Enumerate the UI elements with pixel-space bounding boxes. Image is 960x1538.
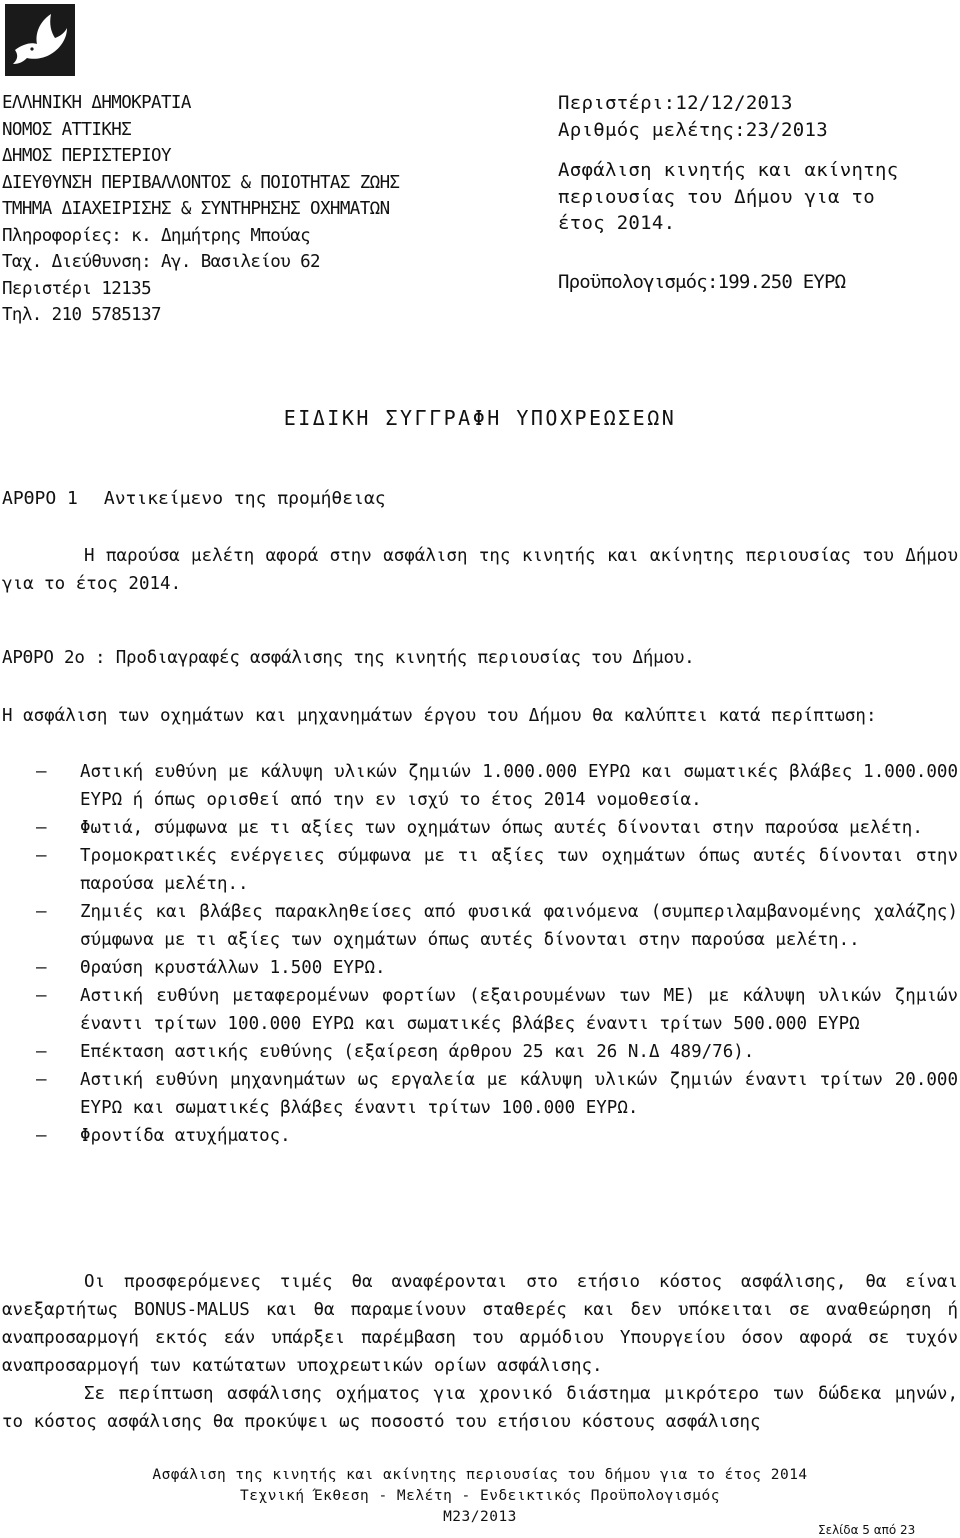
study-info-block	[558, 90, 898, 295]
article-1-heading	[2, 488, 386, 509]
footer-study-code: Μ23/2013	[443, 1509, 517, 1525]
issuer-line: ΝΟΜΟΣ ΑΤΤΙΚΗΣ	[2, 119, 132, 140]
list-item	[2, 898, 958, 954]
pricing-paragraph: Οι προσφερόμενες τιμές θα αναφέρονται στο ετήσιο κόστος ασφάλισης, θα είναι ανεξαρτήτως BONUS-MALUS και θα παραμείνουν σταθερές και δεν υπόκειται σε αναθεώρηση ή αναπροσαρμογή εκτός εάν υπάρξει παρέμβαση του αρμόδιου Υπουργείου όσον αφορά σε τυχόν αναπροσαρμογή των κατώτατων υποχρεωτικών ορίων ασφάλισης.	[2, 1272, 958, 1376]
short-term-paragraph: Σε περίπτωση ασφάλισης οχήματος για χρονικό διάστημα μικρότερο των δώδεκα μηνών, το κόστος ασφάλισης θα προκύψει ως ποσοστό του ετήσιου κόστους ασφάλισης	[2, 1384, 958, 1432]
article-2-heading: ΑΡΘΡΟ 2ο : Προδιαγραφές ασφάλισης της κινητής περιουσίας του Δήμου.	[2, 648, 695, 668]
list-item-text: Αστική ευθύνη μηχανημάτων ως εργαλεία με κάλυψη υλικών ζημιών έναντι τρίτων 20.000 ΕΥΡΩ και σωματικές βλάβες έναντι τρίτων 100.000 ΕΥΡΩ.	[80, 1070, 958, 1118]
bullet-marker: –	[36, 1126, 47, 1146]
list-item	[2, 982, 958, 1038]
page-footer	[0, 1465, 960, 1528]
article-2-closing	[2, 1268, 958, 1436]
study-subject-line: Ασφάλιση κινητής και ακίνητης	[558, 159, 899, 181]
bullet-marker: –	[36, 958, 47, 978]
study-subject-line: περιουσίας του Δήμου για το	[558, 185, 875, 208]
list-item-text: Φωτιά, σύμφωνα με τι αξίες των οχημάτων όπως αυτές δίνονται στην παρούσα μελέτη.	[80, 818, 923, 838]
list-item	[2, 1066, 958, 1122]
list-item-text: Τρομοκρατικές ενέργειες σύμφωνα με τι αξίες των οχημάτων όπως αυτές δίνονται στην παρούσα μελέτη..	[80, 846, 958, 894]
list-item	[2, 1122, 958, 1150]
list-item	[2, 758, 958, 814]
list-item-text: Αστική ευθύνη μεταφερομένων φορτίων (εξαιρουμένων των ΜΕ) με κάλυψη υλικών ζημιών έναντι τρίτων 100.000 ΕΥΡΩ και σωματικές βλάβες έναντι τρίτων 500.000 ΕΥΡΩ	[80, 986, 958, 1034]
list-item-text: Φροντίδα ατυχήματος.	[80, 1126, 291, 1146]
footer-title: Ασφάλιση της κινητής και ακίνητης περιουσίας του δήμου για το έτος 2014	[152, 1467, 808, 1483]
issuer-line: ΕΛΛΗΝΙΚΗ ΔΗΜΟΚΡΑΤΙΑ	[2, 93, 191, 113]
dove-emblem-icon	[5, 4, 75, 76]
bullet-marker: –	[36, 902, 47, 922]
page-number: Σελίδα 5 από 23	[818, 1523, 916, 1537]
article-2-intro: Η ασφάλιση των οχημάτων και μηχανημάτων έργου του Δήμου θα καλύπτει κατά περίπτωση:	[2, 706, 877, 726]
list-item	[2, 842, 958, 898]
bullet-marker: –	[36, 846, 47, 866]
list-item	[2, 954, 958, 982]
bullet-marker: –	[36, 986, 47, 1006]
issuer-block	[2, 90, 399, 329]
issuer-line: Περιστέρι 12135	[2, 278, 152, 299]
study-date: Περιστέρι:12/12/2013	[558, 92, 793, 114]
list-item	[2, 814, 958, 842]
issuer-line: ΔΙΕΥΘΥΝΣΗ ΠΕΡΙΒΑΛΛΟΝΤΟΣ & ΠΟΙΟΤΗΤΑΣ ΖΩΗΣ	[2, 172, 400, 193]
issuer-line: Πληροφορίες: κ. Δημήτρης Μπούας	[2, 225, 311, 246]
coverage-list	[2, 758, 958, 1150]
bullet-marker: –	[36, 1042, 47, 1062]
list-item-text: Θραύση κρυστάλλων 1.500 ΕΥΡΩ.	[80, 958, 386, 978]
issuer-line: Ταχ. Διεύθυνση: Αγ. Βασιλείου 62	[2, 252, 320, 272]
document-title: ΕΙΔΙΚΗ ΣΥΓΓΡΑΦΗ ΥΠΟΧΡΕΩΣΕΩΝ	[283, 406, 677, 430]
footer-subtitle: Τεχνική Έκθεση - Μελέτη - Ενδεικτικός Προϋπολογισμός	[240, 1488, 720, 1504]
article-1-number: ΑΡΘΡΟ 1	[2, 488, 78, 509]
article-1-subject: Αντικείμενο της προμήθειας	[103, 488, 386, 509]
study-number: Αριθμός μελέτης:23/2013	[558, 118, 828, 141]
bullet-marker: –	[36, 1070, 47, 1090]
list-item-text: Ζημιές και βλάβες παρακληθείσες από φυσικά φαινόμενα (συμπεριλαμβανομένης χαλάζης) σύμφωνα με τι αξίες των οχημάτων όπως αυτές δίνονται στην παρούσα μελέτη..	[80, 902, 958, 950]
list-item-text: Επέκταση αστικής ευθύνης (εξαίρεση άρθρου 25 και 26 Ν.Δ 489/76).	[80, 1042, 755, 1062]
bullet-marker: –	[36, 818, 47, 838]
issuer-line: ΤΜΗΜΑ ΔΙΑΧΕΙΡΙΣΗΣ & ΣΥΝΤΗΡΗΣΗΣ ΟΧΗΜΑΤΩΝ	[2, 199, 390, 219]
issuer-line: Τηλ. 210 5785137	[2, 305, 161, 325]
article-1-text: Η παρούσα μελέτη αφορά στην ασφάλιση της κινητής και ακίνητης περιουσίας του Δήμου για το έτος 2014.	[2, 546, 958, 594]
list-item-text: Αστική ευθύνη με κάλυψη υλικών ζημιών 1.000.000 ΕΥΡΩ και σωματικές βλάβες 1.000.000 ΕΥΡΩ ή όπως ορισθεί από την εν ισχύ το έτος 2014 νομοθεσία.	[80, 762, 958, 810]
list-item	[2, 1038, 958, 1066]
issuer-line: ΔΗΜΟΣ ΠΕΡΙΣΤΕΡΙΟΥ	[2, 146, 171, 166]
study-subject-line: έτος 2014.	[558, 212, 676, 234]
study-budget: Προϋπολογισμός:199.250 ΕΥΡΩ	[558, 270, 846, 293]
bullet-marker: –	[36, 762, 47, 782]
